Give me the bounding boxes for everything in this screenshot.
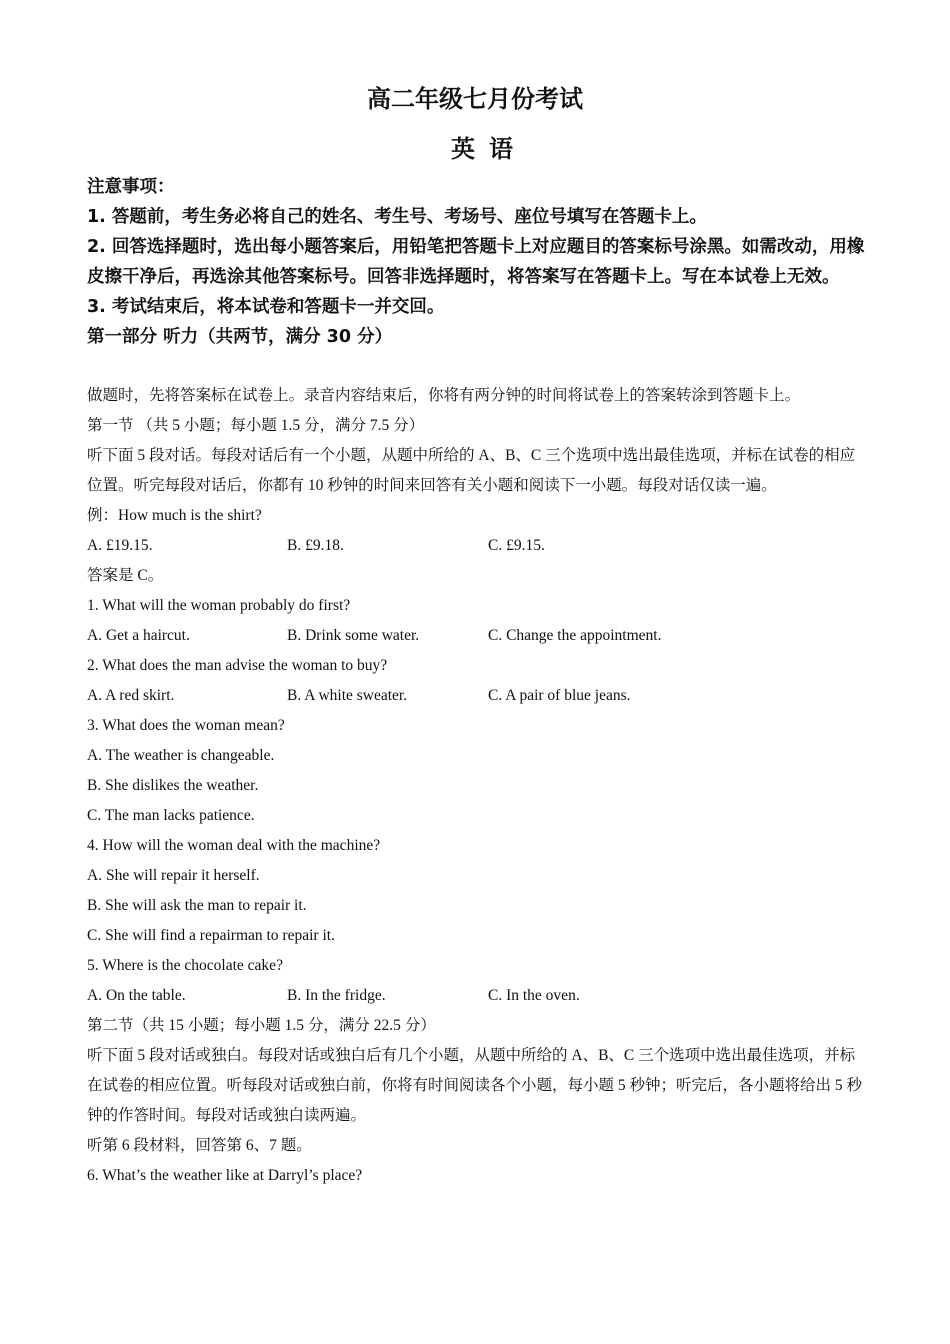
option-b: B. She dislikes the weather. — [87, 777, 259, 794]
option-b: B. A white sweater. — [287, 687, 408, 704]
section2-instructions: 听下面 5 段对话或独白。每段对话或独白后有几个小题，从题中所给的 A、B、C 三个选项中选出最佳选项，并标在试卷的相应位置。听每段对话或独白前，你将有时间阅读各个小题，每小题 5 秒钟；听完后，各小题将给出 5 秒钟的作答时间。每段对话或独白读两遍。 — [87, 1047, 863, 1124]
section1-instructions: 听下面 5 段对话。每段对话后有一个小题，从题中所给的 A、B、C 三个选项中选出最佳选项，并标在试卷的相应位置。听完每段对话后，你都有 10 秒钟的时间来回答有关小题和阅读下一小题。每段对话仅读一遍。 — [87, 447, 856, 494]
material-6-intro: 听第 6 段材料，回答第 6、7 题。 — [87, 1137, 312, 1154]
note-item-1: 1. 答题前，考生务必将自己的姓名、考生号、考场号、座位号填写在答题卡上。 — [87, 207, 707, 227]
option-a: A. Get a haircut. — [87, 627, 190, 644]
option-c: C. £9.15. — [488, 537, 545, 554]
notes-heading: 注意事项： — [87, 177, 175, 197]
section1-heading: 第一节 （共 5 小题；每小题 1.5 分，满分 7.5 分） — [87, 417, 425, 434]
example-question: 例：How much is the shirt? — [87, 507, 262, 524]
question-5-options — [87, 981, 865, 1011]
example-options — [87, 531, 865, 561]
question-1: 1. What will the woman probably do first? — [87, 597, 351, 614]
option-a: A. A red skirt. — [87, 687, 175, 704]
notes-section — [87, 172, 865, 352]
option-c: C. She will find a repairman to repair it. — [87, 927, 335, 944]
question-6: 6. What’s the weather like at Darryl’s place? — [87, 1167, 363, 1184]
option-c: C. A pair of blue jeans. — [488, 687, 631, 704]
part1-intro: 做题时，先将答案标在试卷上。录音内容结束后，你将有两分钟的时间将试卷上的答案转涂到答题卡上。 — [87, 387, 801, 404]
section2-heading: 第二节（共 15 小题；每小题 1.5 分，满分 22.5 分） — [87, 1017, 436, 1034]
part1-heading: 第一部分 听力（共两节，满分 30 分） — [87, 327, 393, 347]
option-b: B. Drink some water. — [287, 627, 420, 644]
option-a: A. She will repair it herself. — [87, 867, 260, 884]
question-2: 2. What does the man advise the woman to buy? — [87, 657, 388, 674]
question-5: 5. Where is the chocolate cake? — [87, 957, 283, 974]
option-a: A. £19.15. — [87, 537, 153, 554]
note-item-2: 2. 回答选择题时，选出每小题答案后，用铅笔把答题卡上对应题目的答案标号涂黑。如需改动，用橡皮擦干净后，再选涂其他答案标号。回答非选择题时，将答案写在答题卡上。写在本试卷上无效。 — [87, 237, 865, 287]
example-answer: 答案是 C。 — [87, 567, 164, 584]
option-b: B. In the fridge. — [287, 987, 386, 1004]
question-2-options — [87, 681, 865, 711]
option-c: C. The man lacks patience. — [87, 807, 255, 824]
option-c: C. Change the appointment. — [488, 627, 662, 644]
question-4: 4. How will the woman deal with the machine? — [87, 837, 381, 854]
option-a: A. On the table. — [87, 987, 186, 1004]
question-1-options — [87, 621, 865, 651]
note-item-3: 3. 考试结束后，将本试卷和答题卡一并交回。 — [87, 297, 445, 317]
question-3: 3. What does the woman mean? — [87, 717, 285, 734]
option-a: A. The weather is changeable. — [87, 747, 275, 764]
exam-subject: 英语 — [451, 135, 527, 163]
exam-title: 高二年级七月份考试 — [367, 85, 583, 113]
part1-body — [87, 381, 865, 1191]
option-b: B. £9.18. — [287, 537, 344, 554]
option-b: B. She will ask the man to repair it. — [87, 897, 307, 914]
option-c: C. In the oven. — [488, 987, 580, 1004]
